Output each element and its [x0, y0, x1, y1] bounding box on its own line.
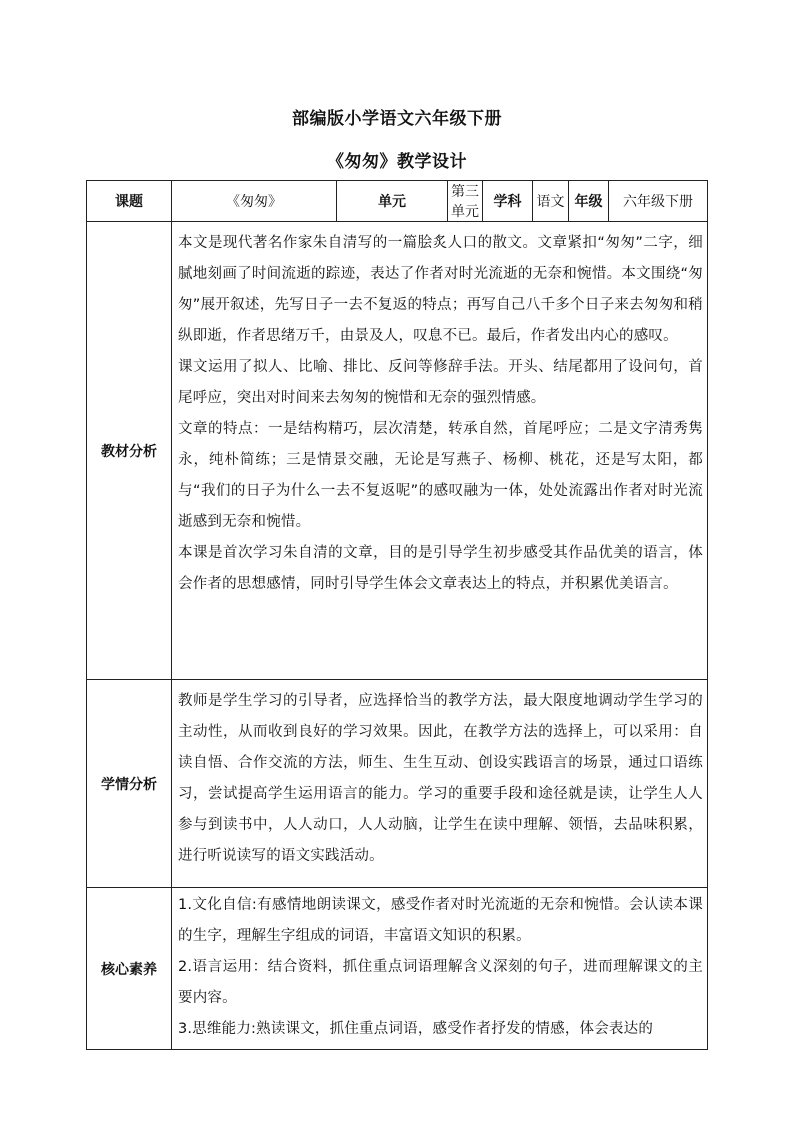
document-title: 部编版小学语文六年级下册 — [292, 109, 502, 129]
lesson-plan-table — [86, 180, 708, 1050]
hexin-label: 核心素养 — [87, 888, 172, 1050]
hexin-paragraph: 3.思维能力:熟读课文，抓住重点词语，感受作者抒发的情感，体会表达的 — [178, 1021, 654, 1037]
nianji-label: 年级 — [569, 181, 609, 222]
jiaocai-label: 教材分析 — [87, 222, 172, 680]
jiaocai-paragraph: 本文是现代著名作家朱自清写的一篇脍炙人口的散文。文章紧扣“匆匆”二字，细腻地刻画了时间流逝的踪迹，表达了作者对时光流逝的无奈和惋惜。本文围绕“匆匆”展开叙述，先写日子一去不复返的特点；再写自己八千多个日子来去匆匆和稍纵即逝，作者思绪万千，由景及人，叹息不已。最后，作者发出内心的感叹。 — [178, 235, 703, 344]
hexin-row — [87, 888, 708, 1050]
keti-label: 课题 — [87, 181, 172, 222]
hexin-content — [172, 888, 708, 1050]
jiaocai-paragraph: 课文运用了拟人、比喻、排比、反问等修辞手法。开头、结尾都用了设问句，首尾呼应，突出对时间来去匆匆的惋惜和无奈的强烈情感。 — [178, 359, 703, 406]
keti-value: 《匆匆》 — [172, 181, 337, 222]
hexin-paragraph: 2.语言运用：结合资料，抓住重点词语理解含义深刻的句子，进而理解课文的主要内容。 — [178, 959, 703, 1006]
xueqing-paragraph: 教师是学生学习的引导者，应选择恰当的教学方法，最大限度地调动学生学习的主动性，从而收到良好的学习效果。因此，在教学方法的选择上，可以采用：自读自悟、合作交流的方法，师生、生生互动、创设实践语言的场景，通过口语练习，尝试提高学生运用语言的能力。学习的重要手段和途径就是读，让学生人人参与到读书中，人人动口，人人动脑，让学生在读中理解、领悟，去品味积累，进行听说读写的语文实践活动。 — [178, 693, 703, 864]
xueqing-content — [172, 680, 708, 888]
jiaocai-row — [87, 222, 708, 680]
jiaocai-paragraph: 文章的特点：一是结构精巧，层次清楚，转承自然，首尾呼应；二是文字清秀隽永，纯朴简练；三是情景交融，无论是写燕子、杨柳、桃花，还是写太阳，都与“我们的日子为什么一去不复返呢”的感叹融为一体，处处流露出作者对时光流逝感到无奈和惋惜。 — [178, 421, 703, 530]
jiaocai-content — [172, 222, 708, 680]
jiaocai-paragraph: 本课是首次学习朱自清的文章，目的是引导学生初步感受其作品优美的语言，体会作者的思想感情，同时引导学生体会文章表达上的特点，并积累优美语言。 — [178, 545, 703, 592]
info-row — [87, 181, 708, 222]
xueke-label: 学科 — [483, 181, 533, 222]
danyuan-label: 单元 — [337, 181, 448, 222]
nianji-value: 六年级下册 — [609, 181, 708, 222]
xueqing-row — [87, 680, 708, 888]
document-subtitle: 《匆匆》教学设计 — [327, 152, 467, 172]
hexin-paragraph: 1.文化自信:有感情地朗读课文，感受作者对时光流逝的无奈和惋惜。会认读本课的生字，理解生字组成的词语，丰富语文知识的积累。 — [178, 897, 703, 944]
xueke-value: 语文 — [533, 181, 569, 222]
danyuan-value: 第三单元 — [448, 181, 483, 222]
xueqing-label: 学情分析 — [87, 680, 172, 888]
